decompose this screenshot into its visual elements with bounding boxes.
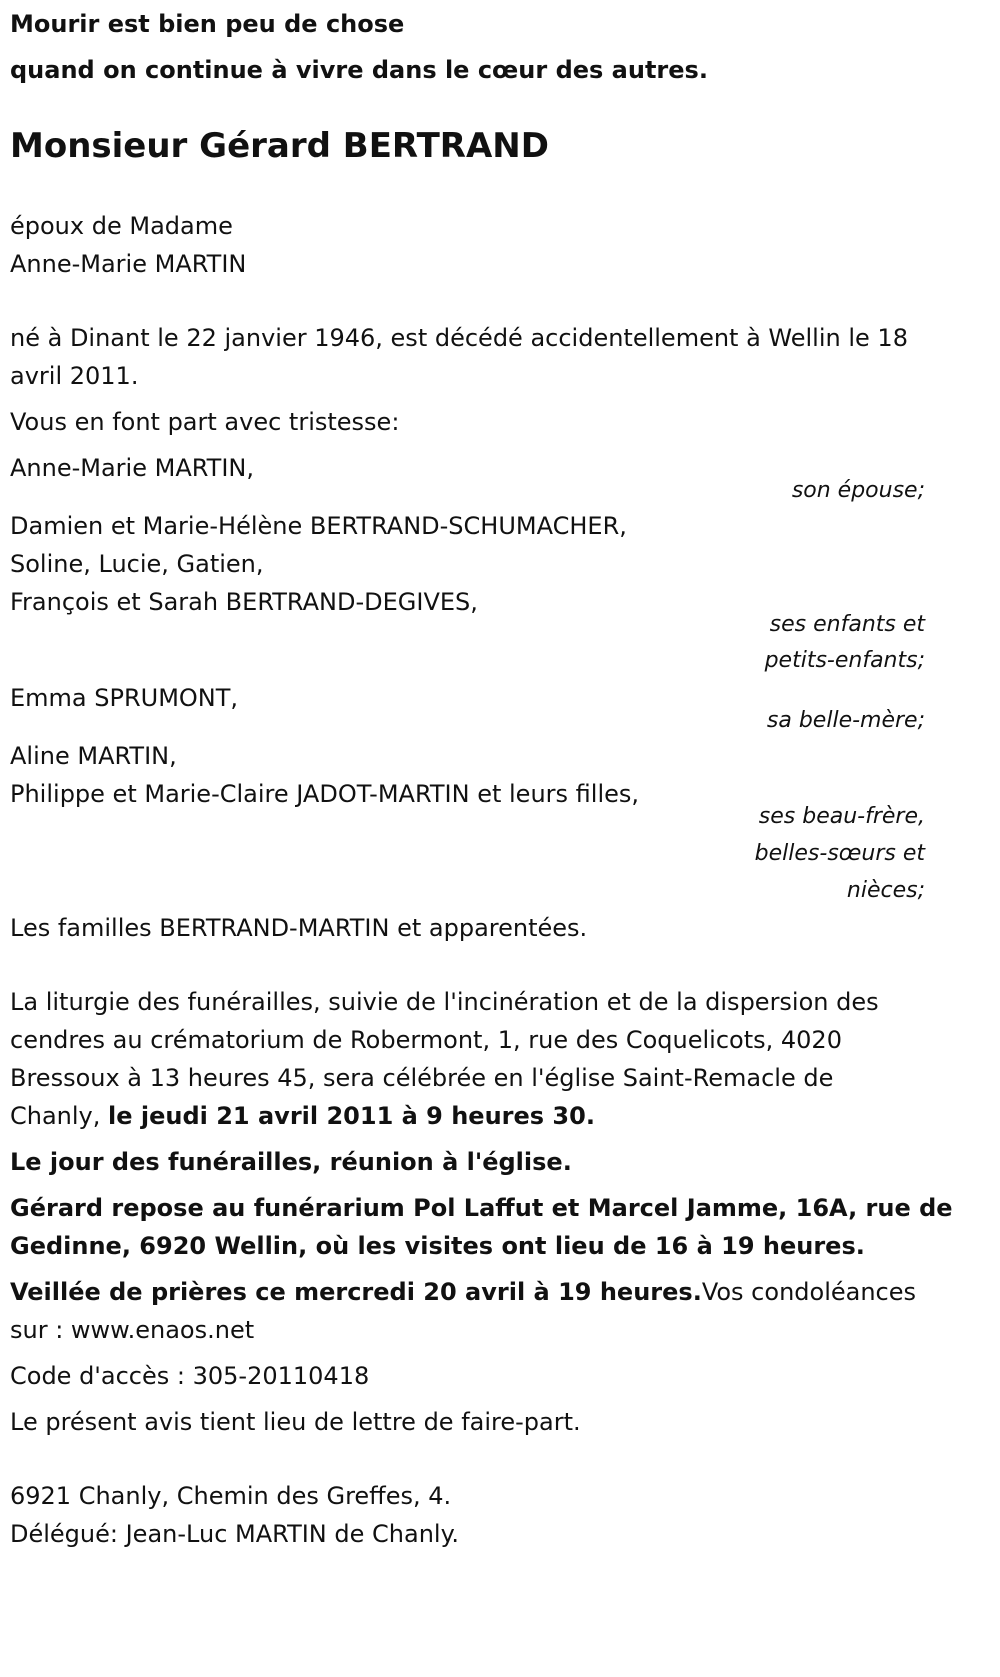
inlaws-role-2: belles-sœurs et [754,841,925,866]
wife-name: Anne-Marie MARTIN, [10,454,254,482]
wife-role: son épouse; [791,478,925,503]
inlaws-role-1: ses beau-frère, [758,804,925,829]
families-line: Les familles BERTRAND-MARTIN et apparentées. [10,914,588,942]
repose-line-2: Gedinne, 6920 Wellin, où les visites ont lieu de 16 à 19 heures. [10,1232,865,1260]
epigraph-line-2: quand on continue à vivre dans le cœur des autres. [10,56,708,84]
deceased-name: Monsieur Gérard BERTRAND [10,126,549,166]
ceremony-line-2: cendres au crématorium de Robermont, 1, rue des Coquelicots, 4020 [10,1026,842,1054]
vigil-line-1 [10,1274,916,1310]
birth-death-line-1: né à Dinant le 22 janvier 1946, est décédé accidentellement à Wellin le 18 [10,324,908,352]
ceremony-line-4 [10,1098,595,1134]
inlaws-role-3: nièces; [846,878,925,903]
children-line-3: François et Sarah BERTRAND-DEGIVES, [10,588,478,616]
notice-line: Le présent avis tient lieu de lettre de faire-part. [10,1408,581,1436]
children-line-1: Damien et Marie-Hélène BERTRAND-SCHUMACHER, [10,512,627,540]
ceremony-place: Chanly, [10,1102,109,1130]
inlaws-line-2: Philippe et Marie-Claire JADOT-MARTIN et leurs filles, [10,780,640,808]
children-role-1: ses enfants et [769,612,925,637]
children-line-2: Soline, Lucie, Gatien, [10,550,264,578]
announce-text: Vous en font part avec tristesse: [10,408,400,436]
reunion-line: Le jour des funérailles, réunion à l'église. [10,1148,572,1176]
access-code: Code d'accès : 305-20110418 [10,1362,370,1390]
address-line: 6921 Chanly, Chemin des Greffes, 4. [10,1482,452,1510]
children-role-2: petits-enfants; [764,648,925,673]
condolences-label: Vos condoléances [701,1278,917,1306]
birth-death-line-2: avril 2011. [10,362,139,390]
condolences-website: sur : www.enaos.net [10,1316,255,1344]
spouse-line-1: époux de Madame [10,212,233,240]
mother-in-law-name: Emma SPRUMONT, [10,684,239,712]
inlaws-line-1: Aline MARTIN, [10,742,177,770]
obituary-notice [10,0,953,1677]
delegate-line: Délégué: Jean-Luc MARTIN de Chanly. [10,1520,459,1548]
ceremony-line-3: Bressoux à 13 heures 45, sera célébrée en l'église Saint-Remacle de [10,1064,834,1092]
vigil-time: Veillée de prières ce mercredi 20 avril à 19 heures. [10,1278,702,1306]
epigraph-line-1: Mourir est bien peu de chose [10,10,405,38]
spouse-line-2: Anne-Marie MARTIN [10,250,247,278]
mother-in-law-role: sa belle-mère; [766,708,925,733]
repose-line-1: Gérard repose au funérarium Pol Laffut et Marcel Jamme, 16A, rue de [10,1194,953,1222]
ceremony-line-1: La liturgie des funérailles, suivie de l'incinération et de la dispersion des [10,988,879,1016]
ceremony-date: le jeudi 21 avril 2011 à 9 heures 30. [108,1102,595,1130]
